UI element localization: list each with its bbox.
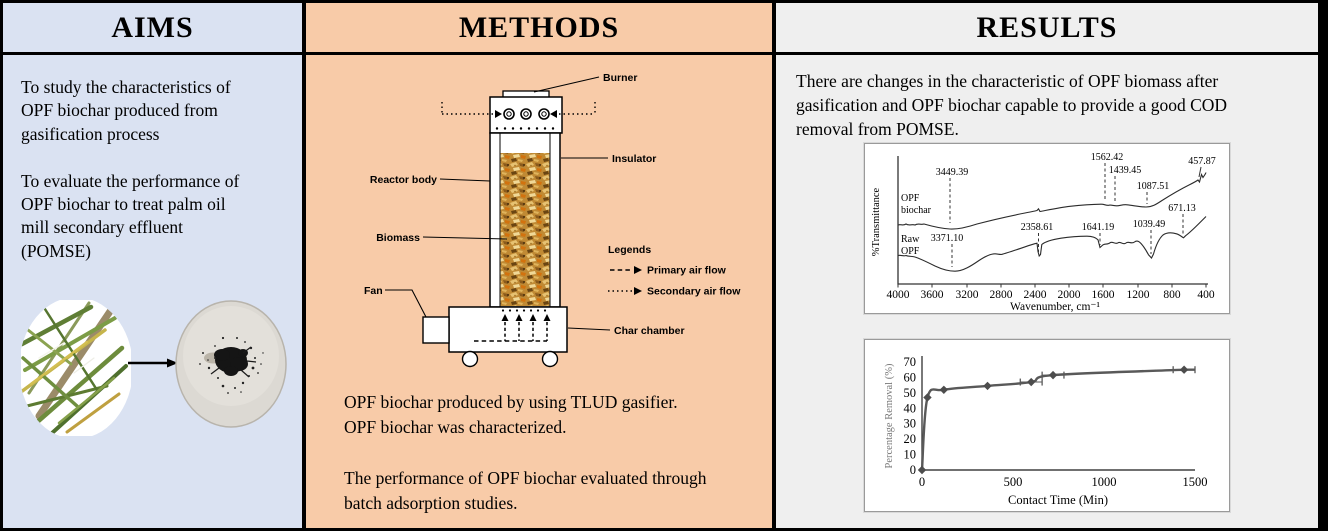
burner-label: Burner	[603, 72, 638, 84]
svg-text:800: 800	[1163, 289, 1181, 301]
data-point-marker	[940, 386, 948, 394]
data-point-marker	[1180, 366, 1188, 374]
svg-text:OPF: OPF	[901, 246, 920, 257]
aims-figure	[3, 296, 302, 441]
removal-x-ticklabels	[919, 475, 1208, 489]
svg-text:671.13: 671.13	[1168, 203, 1196, 214]
svg-text:2800: 2800	[989, 289, 1013, 301]
wheel-right	[543, 352, 558, 367]
removal-curve	[922, 370, 1195, 470]
svg-text:1039.49: 1039.49	[1132, 219, 1166, 230]
legend-secondary-label: Secondary air flow	[647, 285, 741, 298]
svg-text:3449.39: 3449.39	[935, 167, 969, 178]
svg-text:457.87: 457.87	[1188, 156, 1216, 167]
removal-axes	[922, 356, 1195, 470]
results-title: RESULTS	[976, 10, 1118, 44]
methods-header	[306, 3, 772, 55]
methods-paragraph-1: OPF biochar produced by using TLUD gasifier. OPF biochar was characterized.	[344, 392, 678, 438]
ftir-chart-card	[864, 143, 1230, 314]
svg-text:3200: 3200	[955, 289, 979, 301]
fan-box	[423, 317, 449, 343]
svg-text:0: 0	[909, 463, 916, 477]
svg-text:3600: 3600	[920, 289, 944, 301]
svg-text:1562.42: 1562.42	[1090, 152, 1124, 163]
data-point-marker	[923, 393, 931, 401]
svg-text:30: 30	[903, 416, 916, 431]
removal-plot	[918, 366, 1195, 475]
biomass-label: Biomass	[376, 232, 420, 244]
legend-title: Legends	[608, 244, 652, 256]
panel-aims	[3, 3, 302, 528]
ftir-series-label-raw	[901, 234, 920, 257]
aims-header	[3, 3, 302, 55]
svg-text:2000: 2000	[1057, 289, 1081, 301]
panel-methods	[302, 3, 776, 528]
svg-text:1641.19: 1641.19	[1081, 222, 1115, 233]
removal-y-ticklabels	[904, 355, 917, 477]
results-header	[776, 3, 1318, 55]
svg-text:3371.10: 3371.10	[930, 233, 964, 244]
ftir-yaxis-label: %Transmittance	[871, 187, 882, 257]
legend-secondary-arrowhead	[634, 287, 642, 295]
aims-title: AIMS	[111, 10, 194, 44]
removal-yaxis-label: Percentage Removal (%)	[884, 363, 895, 469]
svg-text:20: 20	[903, 432, 916, 447]
gasifier-diagram	[306, 58, 772, 380]
methods-body	[306, 55, 772, 531]
svg-text:10: 10	[903, 447, 916, 462]
svg-text:1439.45: 1439.45	[1108, 165, 1142, 176]
results-text: There are changes in the characteristic of OPF biomass after gasification and OPF biochar capable to provide a good COD removal from POMSE.	[796, 71, 1228, 140]
panel-results	[776, 3, 1318, 528]
svg-text:70: 70	[903, 355, 916, 369]
ftir-peak-labels	[931, 152, 1216, 244]
data-point-marker	[918, 466, 926, 474]
biochar-dish-image	[173, 298, 289, 432]
char-chamber-leader-line	[568, 328, 610, 330]
ftir-chart	[865, 144, 1229, 313]
results-body	[776, 55, 1318, 531]
svg-text:0: 0	[918, 475, 926, 489]
burner-leader-line	[534, 77, 599, 92]
svg-text:1087.51: 1087.51	[1136, 181, 1170, 192]
methods-title: METHODS	[458, 10, 620, 44]
diagram-legend	[608, 244, 741, 298]
svg-text:4000: 4000	[886, 289, 910, 301]
arrow-right-icon	[127, 356, 179, 370]
removal-xaxis-label: Contact Time (Min)	[1007, 493, 1109, 507]
svg-text:40: 40	[903, 401, 916, 416]
svg-text:2358.61: 2358.61	[1020, 222, 1054, 233]
svg-text:Raw: Raw	[901, 234, 920, 245]
data-point-marker	[983, 382, 991, 390]
burner-holes	[504, 109, 549, 119]
wheel-left	[463, 352, 478, 367]
aims-paragraph-2: To evaluate the performance of OPF biochar to treat palm oil mill secondary effluent (POMSE)	[21, 170, 240, 261]
svg-text:OPF: OPF	[901, 193, 920, 204]
svg-text:500: 500	[1003, 475, 1023, 489]
ftir-x-ticklabels	[887, 289, 1215, 301]
ftir-series-label-biochar	[901, 193, 932, 216]
reactor-body-leader-line	[440, 179, 490, 181]
aims-paragraph-1: To study the characteristics of OPF biochar produced from gasification process	[21, 77, 231, 144]
legend-primary-arrowhead	[634, 266, 642, 274]
oil-palm-fronds-image	[19, 298, 133, 438]
char-chamber-label: Char chamber	[614, 325, 685, 337]
methods-paragraph-2: The performance of OPF biochar evaluated through batch adsorption studies.	[344, 467, 707, 514]
biomass-fill	[501, 153, 550, 306]
legend-primary-label: Primary air flow	[647, 264, 726, 277]
svg-text:biochar: biochar	[901, 205, 931, 216]
removal-chart	[865, 340, 1229, 511]
svg-text:1600: 1600	[1091, 289, 1115, 301]
data-point-marker	[1027, 378, 1035, 386]
methods-text	[344, 390, 764, 517]
svg-text:400: 400	[1197, 289, 1215, 301]
svg-text:60: 60	[903, 370, 916, 385]
ftir-peak-leaders	[950, 163, 1183, 267]
svg-text:2400: 2400	[1023, 289, 1047, 301]
data-point-marker	[1049, 371, 1057, 379]
aims-text	[3, 55, 302, 263]
svg-text:1000: 1000	[1091, 475, 1117, 489]
svg-text:50: 50	[903, 385, 916, 400]
fan-label: Fan	[364, 285, 383, 297]
aims-body	[3, 55, 302, 531]
svg-text:1200: 1200	[1126, 289, 1150, 301]
char-chamber-box	[449, 307, 567, 352]
removal-chart-card	[864, 339, 1230, 512]
ftir-xaxis-label: Wavenumber, cm⁻¹	[1010, 301, 1100, 313]
insulator-label: Insulator	[612, 153, 657, 165]
reactor-body-label: Reactor body	[369, 174, 437, 186]
fan-leader-line	[385, 290, 426, 317]
svg-text:1500: 1500	[1182, 475, 1208, 489]
